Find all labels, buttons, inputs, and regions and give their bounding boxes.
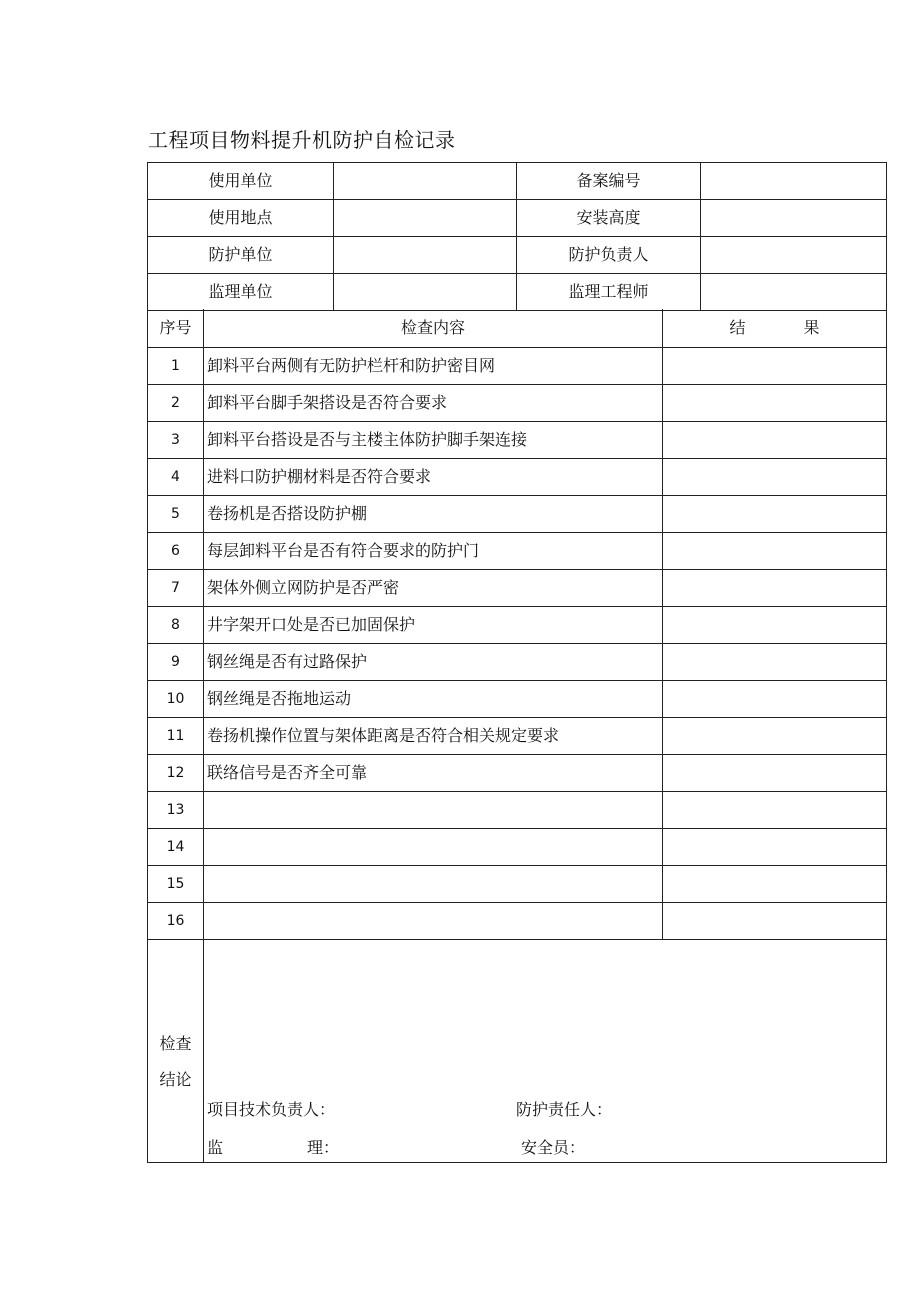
item-number: 7 [148,570,204,607]
table-row [148,866,887,903]
info-label: 监理工程师 [517,274,701,311]
item-content: 卸料平台脚手架搭设是否符合要求 [204,385,663,422]
item-result-field[interactable] [663,348,887,385]
item-number: 8 [148,607,204,644]
item-content: 卷扬机操作位置与架体距离是否符合相关规定要求 [204,718,663,755]
item-number: 15 [148,866,204,903]
item-content: 钢丝绳是否有过路保护 [204,644,663,681]
info-row [148,163,887,200]
item-result-field[interactable] [663,866,887,903]
page-title: 工程项目物料提升机防护自检记录 [148,128,456,152]
table-row [148,792,887,829]
item-result-field[interactable] [663,385,887,422]
item-number: 5 [148,496,204,533]
info-value-field[interactable] [701,163,887,200]
item-result-field[interactable] [663,496,887,533]
item-content [204,829,663,866]
table-row [148,533,887,570]
info-value-field[interactable] [701,237,887,274]
table-row [148,903,887,940]
info-label: 使用单位 [148,163,334,200]
item-result-field[interactable] [663,422,887,459]
item-content [204,903,663,940]
item-number: 3 [148,422,204,459]
protect-lead-signature: 防护责任人： [516,1100,613,1119]
item-number: 11 [148,718,204,755]
conclusion-row [148,940,887,1163]
table-row [148,607,887,644]
info-value-field[interactable] [334,274,517,311]
header-content: 检查内容 [204,309,663,348]
item-number: 2 [148,385,204,422]
item-content: 卷扬机是否搭设防护棚 [204,496,663,533]
item-content: 井字架开口处是否已加固保护 [204,607,663,644]
table-row [148,755,887,792]
check-table [147,309,887,1163]
item-number: 12 [148,755,204,792]
header-result-a: 结 [729,318,746,337]
info-row [148,200,887,237]
table-row [148,681,887,718]
conclusion-label-line1: 检查 [159,1034,192,1053]
item-result-field[interactable] [663,644,887,681]
table-row [148,385,887,422]
header-result [663,309,887,348]
table-row [148,644,887,681]
item-content: 每层卸料平台是否有符合要求的防护门 [204,533,663,570]
item-result-field[interactable] [663,755,887,792]
info-value-field[interactable] [334,200,517,237]
table-row [148,348,887,385]
conclusion-field[interactable] [204,940,887,1163]
item-content: 钢丝绳是否拖地运动 [204,681,663,718]
header-result-b: 果 [803,318,820,337]
table-row [148,422,887,459]
item-result-field[interactable] [663,681,887,718]
info-label: 使用地点 [148,200,334,237]
item-number: 10 [148,681,204,718]
item-number: 1 [148,348,204,385]
item-number: 13 [148,792,204,829]
info-value-field[interactable] [701,274,887,311]
info-label: 防护单位 [148,237,334,274]
info-value-field[interactable] [701,200,887,237]
item-content [204,866,663,903]
item-result-field[interactable] [663,903,887,940]
info-label: 防护负责人 [517,237,701,274]
conclusion-section [148,940,887,1163]
item-number: 16 [148,903,204,940]
tech-lead-signature: 项目技术负责人： [207,1100,336,1119]
item-result-field[interactable] [663,792,887,829]
item-content [204,792,663,829]
item-content: 联络信号是否齐全可靠 [204,755,663,792]
info-value-field[interactable] [334,237,517,274]
info-value-field[interactable] [334,163,517,200]
table-row [148,829,887,866]
item-result-field[interactable] [663,718,887,755]
table-row [148,459,887,496]
item-number: 14 [148,829,204,866]
item-result-field[interactable] [663,829,887,866]
info-label: 安装高度 [517,200,701,237]
item-number: 4 [148,459,204,496]
item-content: 卸料平台两侧有无防护栏杆和防护密目网 [204,348,663,385]
table-row [148,718,887,755]
item-result-field[interactable] [663,533,887,570]
item-result-field[interactable] [663,607,887,644]
conclusion-label-line2: 结论 [159,1070,192,1089]
supervisor-signature-a: 监 [207,1138,224,1157]
item-content: 进料口防护棚材料是否符合要求 [204,459,663,496]
item-result-field[interactable] [663,459,887,496]
check-table-body [148,309,887,940]
safety-officer-signature: 安全员： [521,1138,586,1157]
info-table-body [148,163,887,311]
info-label: 备案编号 [517,163,701,200]
header-num: 序号 [148,309,204,348]
table-row [148,570,887,607]
item-result-field[interactable] [663,570,887,607]
info-label: 监理单位 [148,274,334,311]
conclusion-label [148,940,204,1163]
info-row [148,274,887,311]
item-content: 卸料平台搭设是否与主楼主体防护脚手架连接 [204,422,663,459]
item-number: 9 [148,644,204,681]
table-row [148,496,887,533]
supervisor-signature-b: 理： [307,1138,340,1157]
check-header-row [148,309,887,348]
item-content: 架体外侧立网防护是否严密 [204,570,663,607]
info-row [148,237,887,274]
info-table [147,162,887,311]
item-number: 6 [148,533,204,570]
